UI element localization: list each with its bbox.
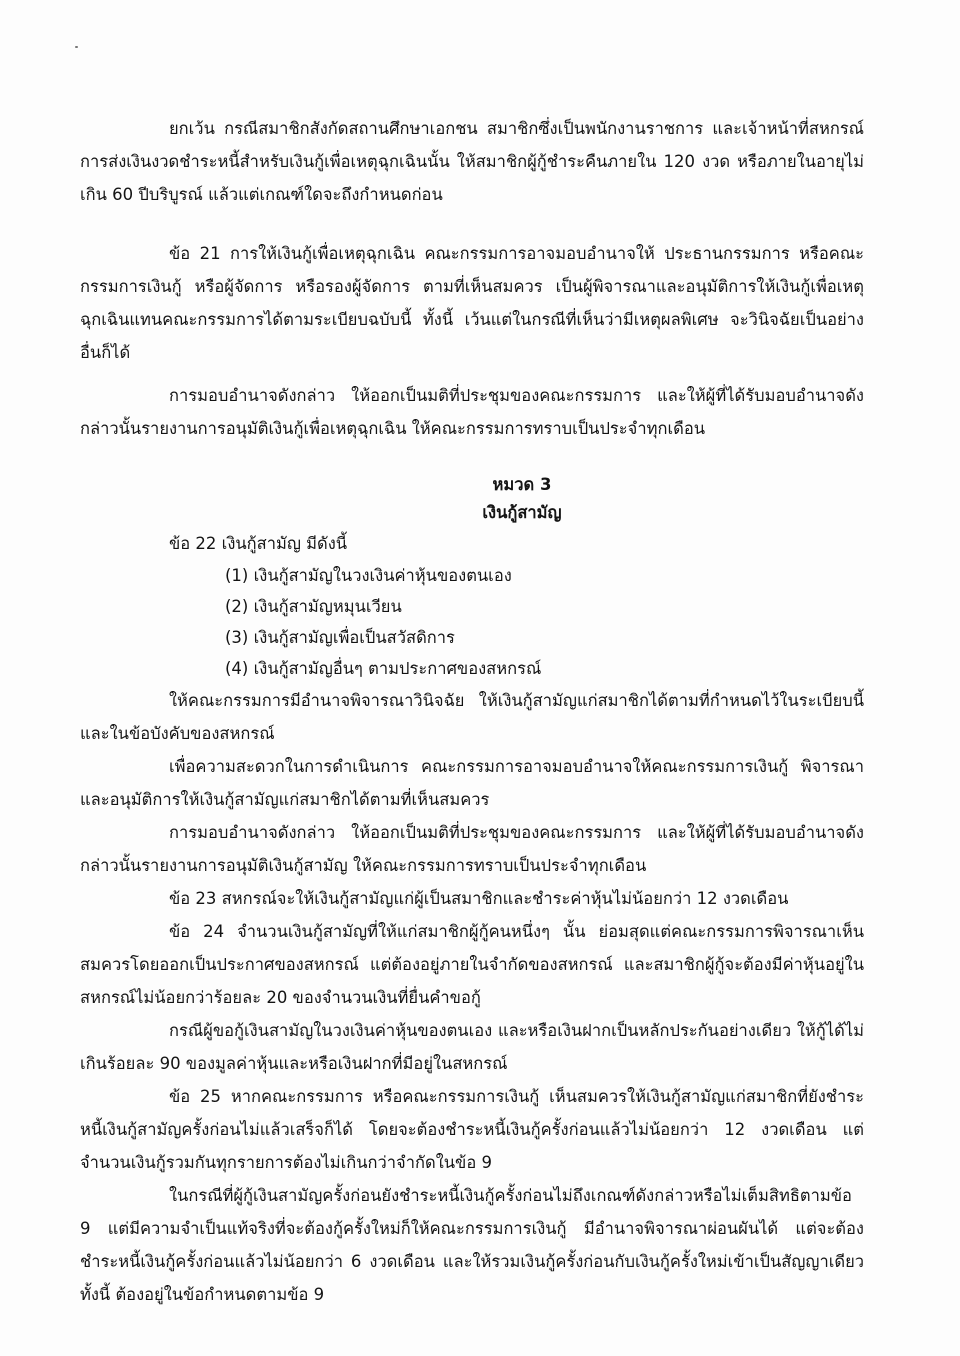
clause-22-convenience-paragraph: เพื่อความสะดวกในการดำเนินการ คณะกรรมการอาจมอบอำนาจให้คณะกรรมการเงินกู้ พิจารณาและอนุมัติการให้เงินกู้สามัญแก่สมาชิกได้ตามที่เห็นสมควร bbox=[80, 757, 864, 809]
chapter-number: หมวด 3 bbox=[492, 475, 552, 494]
clause-24-share-paragraph: กรณีผู้ขอกู้เงินสามัญในวงเงินค่าหุ้นของตนเอง และหรือเงินฝากเป็นหลักประกันอย่างเดียว ให้กู้ได้ไม่เกินร้อยละ 90 ของมูลค่าหุ้นและหรือเงินฝากที่มีอยู่ในสหกรณ์ bbox=[80, 1021, 864, 1073]
chapter-title: เงินกู้สามัญ bbox=[482, 503, 562, 522]
clause-24-paragraph: ข้อ 24 จำนวนเงินกู้สามัญที่ให้แก่สมาชิกผู้กู้คนหนึ่งๆ นั้น ย่อมสุดแต่คณะกรรมการพิจารณาเห็นสมควรโดยออกเป็นประกาศของสหกรณ์ แต่ต้องอยู่ภายในจำกัดของสหกรณ์ และสมาชิกผู้กู้จะต้องมีค่าหุ้นอยู่ในสหกรณ์ไม่น้อยกว่าร้อยละ 20 ของจำนวนเงินที่ยื่นคำขอกู้ bbox=[80, 922, 864, 1007]
clause-21-delegation-paragraph: การมอบอำนาจดังกล่าว ให้ออกเป็นมติที่ประชุมของคณะกรรมการ และให้ผู้ที่ได้รับมอบอำนาจดังกล่าวนั้นรายงานการอนุมัติเงินกู้เพื่อเหตุฉุกเฉิน ให้คณะกรรมการทราบเป็นประจำทุกเดือน bbox=[80, 386, 864, 438]
clause-21-paragraph: ข้อ 21 การให้เงินกู้เพื่อเหตุฉุกเฉิน คณะกรรมการอาจมอบอำนาจให้ ประธานกรรมการ หรือคณะกรรมการเงินกู้ หรือผู้จัดการ หรือรองผู้จัดการ ตามที่เห็นสมควร เป็นผู้พิจารณาและอนุมัติการให้เงินกู้เพื่อเหตุฉุกเฉินแทนคณะกรรมการได้ตามระเบียบฉบับนี้ ทั้งนี้ เว้นแต่ในกรณีที่เห็นว่ามีเหตุผลพิเศษ จะวินิจฉัยเป็นอย่างอื่นก็ได้ bbox=[80, 244, 864, 362]
clause-23-paragraph: ข้อ 23 สหกรณ์จะให้เงินกู้สามัญแก่ผู้เป็นสมาชิกและชำระค่าหุ้นไม่น้อยกว่า 12 งวดเดือน bbox=[169, 889, 789, 908]
clause-22-delegation-paragraph: การมอบอำนาจดังกล่าว ให้ออกเป็นมติที่ประชุมของคณะกรรมการ และให้ผู้ที่ได้รับมอบอำนาจดังกล่าวนั้นรายงานการอนุมัติเงินกู้สามัญ ให้คณะกรรมการทราบเป็นประจำทุกเดือน bbox=[80, 823, 864, 875]
clause-22-item-1: (1) เงินกู้สามัญในวงเงินค่าหุ้นของตนเอง bbox=[225, 566, 512, 585]
clause-25-paragraph: ข้อ 25 หากคณะกรรมการ หรือคณะกรรมการเงินกู้ เห็นสมควรให้เงินกู้สามัญแก่สมาชิกที่ยังชำระหนี้เงินกู้สามัญครั้งก่อนไม่แล้วเสร็จก็ได้ โดยจะต้องชำระหนี้เงินกู้ครั้งก่อนแล้วไม่น้อยกว่า 12 งวดเดือน แต่จำนวนเงินกู้รวมกันทุกรายการต้องไม่เกินกว่าจำกัดในข้อ 9 bbox=[80, 1087, 864, 1172]
scan-speck bbox=[75, 46, 78, 48]
clause-22-item-2: (2) เงินกู้สามัญหมุนเวียน bbox=[225, 597, 402, 616]
clause-22-item-4: (4) เงินกู้สามัญอื่นๆ ตามประกาศของสหกรณ์ bbox=[225, 659, 542, 678]
clause-22-heading: ข้อ 22 เงินกู้สามัญ มีดังนี้ bbox=[169, 534, 348, 553]
clause-22-item-3: (3) เงินกู้สามัญเพื่อเป็นสวัสดิการ bbox=[225, 628, 455, 647]
exception-paragraph: ยกเว้น กรณีสมาชิกสังกัดสถานศึกษาเอกชน สมาชิกซึ่งเป็นพนักงานราชการ และเจ้าหน้าที่สหกรณ์ การส่งเงินงวดชำระหนี้สำหรับเงินกู้เพื่อเหตุฉุกเฉินนั้น ให้สมาชิกผู้กู้ชำระคืนภายใน 120 งวด หรือภายในอายุไม่เกิน 60 ปีบริบูรณ์ แล้วแต่เกณฑ์ใดจะถึงกำหนดก่อน bbox=[80, 119, 864, 204]
chapter-heading bbox=[80, 471, 864, 527]
clause-22-authority-paragraph: ให้คณะกรรมการมีอำนาจพิจารณาวินิจฉัย ให้เงินกู้สามัญแก่สมาชิกได้ตามที่กำหนดไว้ในระเบียบนี้และในข้อบังคับของสหกรณ์ bbox=[80, 691, 864, 743]
clause-25-exception-paragraph: ในกรณีที่ผู้กู้เงินสามัญครั้งก่อนยังชำระหนี้เงินกู้ครั้งก่อนไม่ถึงเกณฑ์ดังกล่าวหรือไม่เต็มสิทธิตามข้อ 9 แต่มีความจำเป็นแท้จริงที่จะต้องกู้ครั้งใหม่ก็ให้คณะกรรมการเงินกู้ มีอำนาจพิจารณาผ่อนผันได้ แต่จะต้องชำระหนี้เงินกู้ครั้งก่อนแล้วไม่น้อยกว่า 6 งวดเดือน และให้รวมเงินกู้ครั้งก่อนกับเงินกู้ครั้งใหม่เข้าเป็นสัญญาเดียว ทั้งนี้ ต้องอยู่ในข้อกำหนดตามข้อ 9 bbox=[80, 1186, 864, 1304]
